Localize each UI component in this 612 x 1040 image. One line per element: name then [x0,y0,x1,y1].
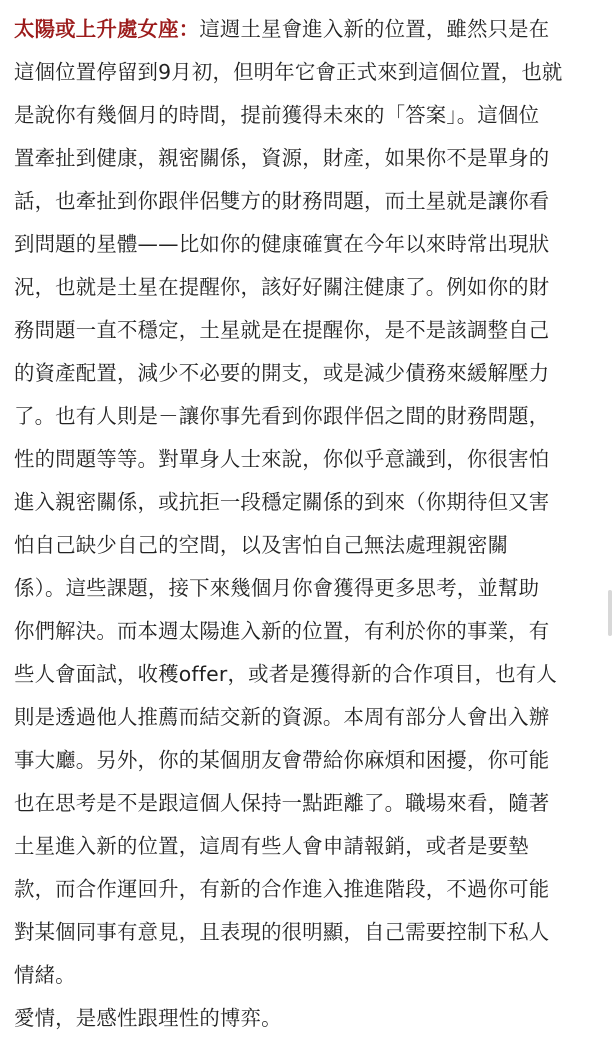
closing-paragraph: 愛情，是感性跟理性的博弈。 [14,1006,282,1030]
article-body [14,8,606,1040]
paragraph-line: 款，而合作運回升，有新的合作進入推進階段，不過你可能 [14,877,550,901]
paragraph-line: 些人會面試，收穫offer，或者是獲得新的合作項目，也有人 [14,662,557,686]
paragraph-line: 務問題一直不穩定，土星就是在提醒你，是不是該調整自己 [14,318,550,342]
paragraph-line: 置牽扯到健康，親密關係，資源，財產，如果你不是單身的 [14,146,550,170]
paragraph-line: 係）。這些課題，接下來幾個月你會獲得更多思考，並幫助 [14,576,540,600]
paragraph-line: 話，也牽扯到你跟伴侶雙方的財務問題，而土星就是讓你看 [14,189,550,213]
scrollbar-thumb[interactable] [608,590,612,636]
paragraph-line: 了。也有人則是－讓你事先看到你跟伴侶之間的財務問題， [14,404,550,428]
sign-lead-label: 太陽或上升處女座： [14,17,200,41]
paragraph-line: 土星進入新的位置，這周有些人會申請報銷，或者是要墊 [14,834,529,858]
paragraph-line: 這個位置停留到9月初，但明年它會正式來到這個位置，也就 [14,60,563,84]
paragraph-line: 怕自己缺少自己的空間，以及害怕自己無法處理親密關 [14,533,509,557]
paragraph-line: 到問題的星體——比如你的健康確實在今年以來時常出現狀 [14,232,550,256]
paragraph-line: 情緒。 [14,963,76,987]
paragraph-line: 性的問題等等。對單身人士來說，你似乎意識到，你很害怕 [14,447,550,471]
horoscope-paragraph [14,8,606,997]
paragraph-line: 是說你有幾個月的時間，提前獲得未來的「答案」。這個位 [14,103,540,127]
paragraph-line: 況，也就是土星在提醒你，該好好關注健康了。例如你的財 [14,275,550,299]
paragraph-line: 對某個同事有意見，且表現的很明顯，自己需要控制下私人 [14,920,550,944]
paragraph-line: 則是透過他人推薦而結交新的資源。本周有部分人會出入辦 [14,705,550,729]
paragraph-line: 的資產配置，減少不必要的開支，或是減少債務來緩解壓力 [14,361,550,385]
paragraph-line: 你們解決。而本週太陽進入新的位置，有利於你的事業，有 [14,619,550,643]
paragraph-line: 也在思考是不是跟這個人保持一點距離了。職場來看，隨著 [14,791,550,815]
paragraph-line: 進入親密關係，或抗拒一段穩定關係的到來（你期待但又害 [14,490,550,514]
paragraph-line: 事大廳。另外，你的某個朋友會帶給你麻煩和困擾，你可能 [14,748,550,772]
paragraph-line: 這週土星會進入新的位置，雖然只是在 [199,17,550,41]
